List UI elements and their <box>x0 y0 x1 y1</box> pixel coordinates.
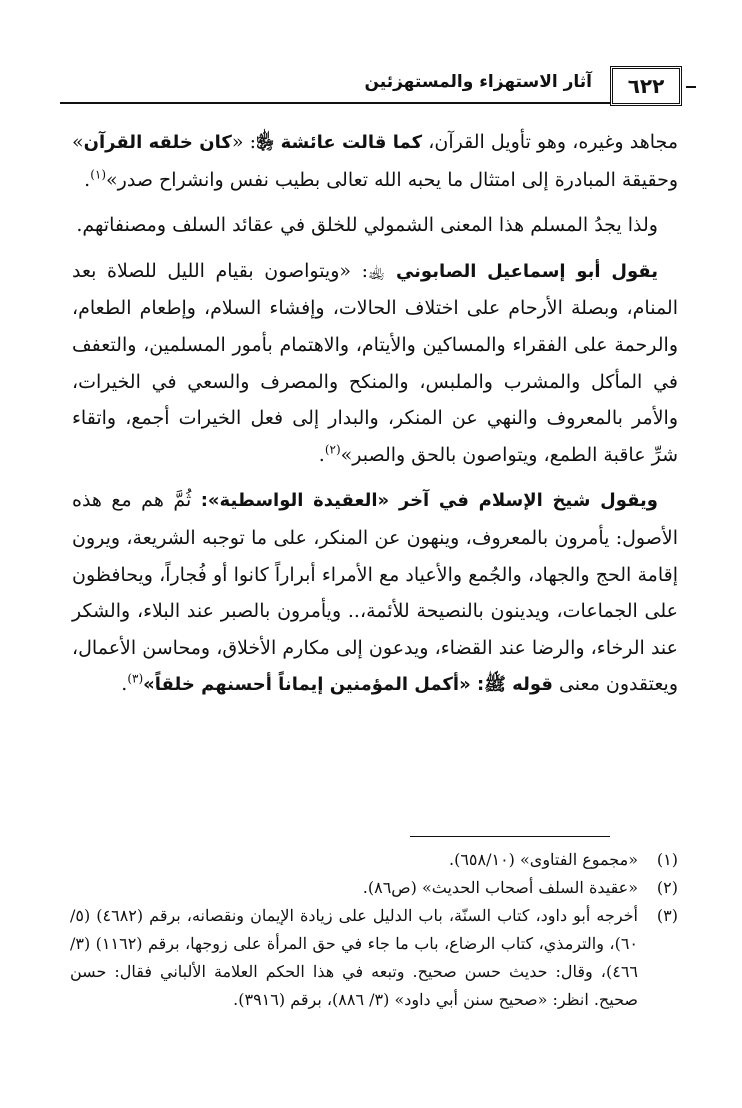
p1-text-4: . <box>84 168 91 191</box>
footnote <box>70 874 678 902</box>
footnote-ref-1[interactable]: (١) <box>90 167 107 182</box>
footnote-ref-3[interactable]: (٣) <box>127 671 144 686</box>
p4-text-2: . <box>121 673 128 696</box>
p3-bold-1: يقول أبو إسماعيل الصابوني <box>395 260 658 282</box>
p4-text-1: ثُمَّ هم مع هذه الأصول: يأمرون بالمعروف، وينهون عن المنكر، على ما توجبه الشريعة، ويرون إقامة الحج والجهاد، والجُمع والأعياد مع الأمراء أبراراً كانوا أو فُجاراً، ويحافظون على الجماعات، ويدينون بالنصيحة للأئمة،.. ويأمرون بالصبر عند البلاء، والشكر عند الرخاء، والرضا عند القضاء، ويدعون إلى مكارم الأخلاق، ومحاسن الأعمال، ويعتقدون معنى <box>72 489 678 696</box>
paragraph-2 <box>72 207 678 244</box>
p3-text-1: ﵀: «ويتواصون بقيام الليل للصلاة بعد المنام، وبصلة الأرحام على اختلاف الحالات، وإفشاء السلام، وإطعام الطعام، والرحمة على الفقراء والمساكين والأيتام، والاهتمام بأمور المسلمين، والتعفف في المأكل والمشرب والملبس، والمنكح والمصرف والسعي في الخيرات، والأمر بالمعروف والنهي عن المنكر، والبدار إلى فعل الخيرات أجمع، واتقاء شرِّ عاقبة الطمع، ويتواصون بالحق والصبر» <box>72 259 678 466</box>
p3-text-2: . <box>318 443 325 466</box>
p1-text-1: مجاهد وغيره، وهو تأويل القرآن، <box>422 131 678 153</box>
footnote <box>70 902 678 1014</box>
p4-bold-1: ويقول شيخ الإسلام في آخر «العقيدة الواسطية»: <box>200 490 658 512</box>
footnote-number: (٣) <box>656 906 678 925</box>
p1-bold-2: كان خلقه القرآن <box>83 132 232 153</box>
paragraph-3 <box>72 253 678 474</box>
footnote-text: أخرجه أبو داود، كتاب السنّة، باب الدليل على زيادة الإيمان ونقصانه، برقم (٤٦٨٢) (٥/ ٦٠)، والترمذي، كتاب الرضاع، باب ما جاء في حق المرأة على زوجها، برقم (١١٦٢) (٣/ ٤٦٦)، وقال: حديث حسن صحيح. وتبعه في هذا الحكم العلامة الألباني فقال: حسن صحيح. انظر: «صحيح سنن أبي داود» (٣/ ٨٨٦)، برقم (٣٩١٦). <box>70 906 638 1009</box>
footnote-ref-2[interactable]: (٢) <box>324 442 341 457</box>
footnote-text: «مجموع الفتاوى» (٦٥٨/١٠). <box>448 850 638 869</box>
p1-bold-1: كما قالت عائشة ﵂ <box>256 132 423 153</box>
page-header <box>60 66 682 106</box>
footnote-number: (٢) <box>656 878 678 897</box>
header-rule <box>60 102 682 104</box>
p1-text-3: » وحقيقة المبادرة إلى امتثال ما يحبه الله تعالى بطيب نفس وانشراح صدر» <box>72 131 678 191</box>
footnote <box>70 846 678 874</box>
p4-bold-2: قوله ﷺ: «أكمل المؤمنين إيماناً أحسنهم خلقاً» <box>143 674 553 696</box>
footnote-number: (١) <box>656 850 678 869</box>
p1-text-2: : « <box>231 131 257 153</box>
page-number: ٦٢٢ <box>610 66 682 106</box>
p2-text-1: ولذا يجدُ المسلم هذا المعنى الشمولي للخلق في عقائد السلف ومصنفاتهم. <box>76 214 658 237</box>
footnotes <box>70 846 678 1014</box>
footnote-separator <box>410 836 610 837</box>
paragraph-1 <box>72 124 678 198</box>
body-text <box>72 124 678 713</box>
paragraph-4 <box>72 482 678 704</box>
footnote-text: «عقيدة السلف أصحاب الحديث» (ص٨٦). <box>362 878 638 897</box>
running-title: آثار الاستهزاء والمستهزئين <box>364 72 592 92</box>
header-tick <box>686 86 696 88</box>
